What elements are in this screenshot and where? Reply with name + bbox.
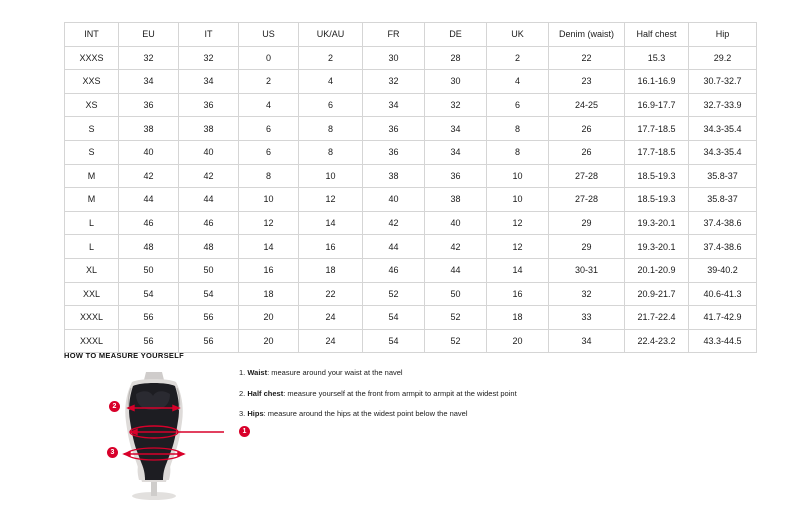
cell-eu: 56 — [119, 306, 179, 330]
cell-eu: 56 — [119, 329, 179, 353]
cell-uk-au: 8 — [299, 140, 363, 164]
cell-fr: 30 — [363, 46, 425, 70]
cell-half-chest: 19.3-20.1 — [625, 235, 689, 259]
cell-int: S — [65, 140, 119, 164]
cell-uk: 20 — [487, 329, 549, 353]
table-row — [65, 70, 757, 94]
cell-half-chest: 17.7-18.5 — [625, 140, 689, 164]
cell-half-chest: 16.1-16.9 — [625, 70, 689, 94]
cell-eu: 46 — [119, 211, 179, 235]
cell-us: 6 — [239, 117, 299, 141]
cell-uk-au: 8 — [299, 117, 363, 141]
cell-us: 14 — [239, 235, 299, 259]
cell-it: 36 — [179, 93, 239, 117]
cell-eu: 54 — [119, 282, 179, 306]
table-row — [65, 117, 757, 141]
measure-instructions-list — [239, 367, 719, 429]
cell-denim-waist: 33 — [549, 306, 625, 330]
cell-de: 52 — [425, 306, 487, 330]
cell-eu: 40 — [119, 140, 179, 164]
cell-int: XL — [65, 258, 119, 282]
cell-hip: 34.3-35.4 — [689, 117, 757, 141]
cell-fr: 38 — [363, 164, 425, 188]
cell-de: 28 — [425, 46, 487, 70]
cell-de: 40 — [425, 211, 487, 235]
cell-denim-waist: 32 — [549, 282, 625, 306]
cell-hip: 32.7-33.9 — [689, 93, 757, 117]
cell-hip: 30.7-32.7 — [689, 70, 757, 94]
cell-it: 38 — [179, 117, 239, 141]
how-to-measure-title: HOW TO MEASURE YOURSELF — [64, 351, 184, 360]
column-header-denim-waist: Denim (waist) — [549, 23, 625, 47]
cell-us: 20 — [239, 329, 299, 353]
measure-instruction-waist — [239, 367, 719, 378]
table-row — [65, 329, 757, 353]
cell-int: XXXL — [65, 306, 119, 330]
cell-it: 50 — [179, 258, 239, 282]
cell-uk: 12 — [487, 211, 549, 235]
cell-int: XS — [65, 93, 119, 117]
cell-uk-au: 24 — [299, 329, 363, 353]
table-row — [65, 188, 757, 212]
column-header-uk: UK — [487, 23, 549, 47]
cell-hip: 40.6-41.3 — [689, 282, 757, 306]
cell-de: 32 — [425, 93, 487, 117]
cell-eu: 38 — [119, 117, 179, 141]
cell-it: 42 — [179, 164, 239, 188]
measure-badge-2: 2 — [109, 401, 120, 412]
table-header-row — [65, 23, 757, 47]
cell-eu: 44 — [119, 188, 179, 212]
cell-half-chest: 15.3 — [625, 46, 689, 70]
instruction-number: 1. — [239, 368, 246, 377]
cell-fr: 52 — [363, 282, 425, 306]
column-header-eu: EU — [119, 23, 179, 47]
cell-fr: 42 — [363, 211, 425, 235]
cell-de: 36 — [425, 164, 487, 188]
cell-uk: 12 — [487, 235, 549, 259]
cell-uk: 2 — [487, 46, 549, 70]
cell-uk: 8 — [487, 117, 549, 141]
cell-fr: 34 — [363, 93, 425, 117]
cell-uk: 4 — [487, 70, 549, 94]
cell-us: 10 — [239, 188, 299, 212]
cell-uk-au: 10 — [299, 164, 363, 188]
cell-it: 48 — [179, 235, 239, 259]
cell-uk-au: 14 — [299, 211, 363, 235]
column-header-half-chest: Half chest — [625, 23, 689, 47]
instruction-text: : measure around the hips at the widest point below the navel — [263, 409, 468, 418]
cell-us: 8 — [239, 164, 299, 188]
column-header-us: US — [239, 23, 299, 47]
cell-de: 52 — [425, 329, 487, 353]
cell-eu: 32 — [119, 46, 179, 70]
cell-denim-waist: 27-28 — [549, 188, 625, 212]
how-to-measure-section — [64, 364, 744, 504]
cell-uk-au: 6 — [299, 93, 363, 117]
cell-de: 30 — [425, 70, 487, 94]
cell-hip: 37.4-38.6 — [689, 211, 757, 235]
cell-uk-au: 18 — [299, 258, 363, 282]
cell-uk-au: 4 — [299, 70, 363, 94]
cell-fr: 36 — [363, 140, 425, 164]
cell-us: 4 — [239, 93, 299, 117]
cell-denim-waist: 34 — [549, 329, 625, 353]
instruction-term: Waist — [247, 368, 268, 377]
cell-hip: 41.7-42.9 — [689, 306, 757, 330]
table-row — [65, 306, 757, 330]
cell-uk: 6 — [487, 93, 549, 117]
cell-de: 34 — [425, 117, 487, 141]
cell-fr: 54 — [363, 306, 425, 330]
cell-int: M — [65, 188, 119, 212]
cell-it: 56 — [179, 329, 239, 353]
mannequin-svg — [84, 364, 224, 504]
cell-int: XXXS — [65, 46, 119, 70]
measure-badge-3: 3 — [107, 447, 118, 458]
instruction-term: Hips — [247, 409, 264, 418]
cell-uk-au: 2 — [299, 46, 363, 70]
cell-it: 34 — [179, 70, 239, 94]
cell-half-chest: 19.3-20.1 — [625, 211, 689, 235]
cell-half-chest: 20.1-20.9 — [625, 258, 689, 282]
cell-half-chest: 22.4-23.2 — [625, 329, 689, 353]
cell-denim-waist: 29 — [549, 235, 625, 259]
cell-fr: 32 — [363, 70, 425, 94]
instruction-text: : measure around your waist at the navel — [267, 368, 403, 377]
cell-de: 44 — [425, 258, 487, 282]
cell-eu: 48 — [119, 235, 179, 259]
cell-it: 54 — [179, 282, 239, 306]
cell-eu: 42 — [119, 164, 179, 188]
cell-eu: 36 — [119, 93, 179, 117]
cell-int: L — [65, 211, 119, 235]
cell-fr: 46 — [363, 258, 425, 282]
cell-de: 34 — [425, 140, 487, 164]
cell-us: 16 — [239, 258, 299, 282]
cell-half-chest: 20.9-21.7 — [625, 282, 689, 306]
table-row — [65, 164, 757, 188]
cell-it: 44 — [179, 188, 239, 212]
table-row — [65, 235, 757, 259]
cell-int: XXS — [65, 70, 119, 94]
cell-half-chest: 18.5-19.3 — [625, 188, 689, 212]
column-header-it: IT — [179, 23, 239, 47]
column-header-fr: FR — [363, 23, 425, 47]
cell-denim-waist: 24-25 — [549, 93, 625, 117]
cell-uk-au: 24 — [299, 306, 363, 330]
cell-denim-waist: 30-31 — [549, 258, 625, 282]
cell-half-chest: 21.7-22.4 — [625, 306, 689, 330]
cell-denim-waist: 22 — [549, 46, 625, 70]
cell-denim-waist: 27-28 — [549, 164, 625, 188]
cell-denim-waist: 26 — [549, 117, 625, 141]
cell-it: 46 — [179, 211, 239, 235]
cell-it: 32 — [179, 46, 239, 70]
cell-hip: 34.3-35.4 — [689, 140, 757, 164]
cell-hip: 35.8-37 — [689, 188, 757, 212]
table-row — [65, 46, 757, 70]
cell-uk: 18 — [487, 306, 549, 330]
cell-hip: 43.3-44.5 — [689, 329, 757, 353]
measure-instruction-half-chest — [239, 388, 719, 399]
cell-us: 12 — [239, 211, 299, 235]
cell-hip: 35.8-37 — [689, 164, 757, 188]
cell-de: 38 — [425, 188, 487, 212]
cell-denim-waist: 29 — [549, 211, 625, 235]
cell-us: 0 — [239, 46, 299, 70]
cell-fr: 40 — [363, 188, 425, 212]
cell-us: 2 — [239, 70, 299, 94]
mannequin-illustration — [84, 364, 247, 504]
column-header-hip: Hip — [689, 23, 757, 47]
cell-uk-au: 22 — [299, 282, 363, 306]
cell-denim-waist: 26 — [549, 140, 625, 164]
measure-instruction-hips — [239, 408, 719, 419]
cell-it: 40 — [179, 140, 239, 164]
instruction-number: 3. — [239, 409, 246, 418]
cell-hip: 39-40.2 — [689, 258, 757, 282]
cell-half-chest: 16.9-17.7 — [625, 93, 689, 117]
column-header-uk-au: UK/AU — [299, 23, 363, 47]
table-body — [65, 46, 757, 353]
table-row — [65, 258, 757, 282]
cell-int: M — [65, 164, 119, 188]
cell-int: XXXL — [65, 329, 119, 353]
size-chart-table — [64, 22, 757, 353]
cell-int: S — [65, 117, 119, 141]
cell-int: L — [65, 235, 119, 259]
cell-eu: 34 — [119, 70, 179, 94]
measure-badge-1: 1 — [239, 426, 250, 437]
cell-uk: 8 — [487, 140, 549, 164]
cell-us: 20 — [239, 306, 299, 330]
cell-de: 42 — [425, 235, 487, 259]
cell-uk-au: 16 — [299, 235, 363, 259]
cell-fr: 54 — [363, 329, 425, 353]
instruction-text: : measure yourself at the front from armpit to armpit at the widest point — [283, 388, 517, 398]
cell-denim-waist: 23 — [549, 70, 625, 94]
cell-uk: 14 — [487, 258, 549, 282]
cell-eu: 50 — [119, 258, 179, 282]
size-chart-container — [64, 22, 742, 353]
cell-hip: 37.4-38.6 — [689, 235, 757, 259]
column-header-de: DE — [425, 23, 487, 47]
instruction-number: 2. — [239, 388, 246, 398]
table-row — [65, 211, 757, 235]
cell-de: 50 — [425, 282, 487, 306]
instruction-term: Half chest — [247, 388, 284, 398]
cell-it: 56 — [179, 306, 239, 330]
cell-uk: 16 — [487, 282, 549, 306]
cell-uk: 10 — [487, 164, 549, 188]
cell-int: XXL — [65, 282, 119, 306]
table-row — [65, 93, 757, 117]
cell-us: 6 — [239, 140, 299, 164]
cell-fr: 36 — [363, 117, 425, 141]
cell-hip: 29.2 — [689, 46, 757, 70]
cell-uk-au: 12 — [299, 188, 363, 212]
table-row — [65, 140, 757, 164]
column-header-int: INT — [65, 23, 119, 47]
cell-uk: 10 — [487, 188, 549, 212]
cell-half-chest: 18.5-19.3 — [625, 164, 689, 188]
cell-half-chest: 17.7-18.5 — [625, 117, 689, 141]
cell-fr: 44 — [363, 235, 425, 259]
table-row — [65, 282, 757, 306]
cell-us: 18 — [239, 282, 299, 306]
